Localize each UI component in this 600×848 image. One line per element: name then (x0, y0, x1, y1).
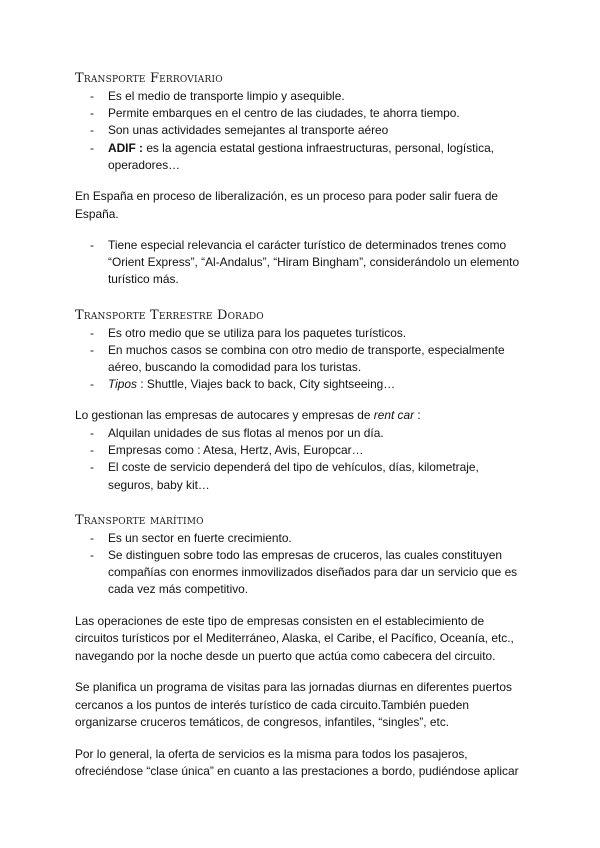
bullet-dash: - (90, 425, 94, 440)
list-maritimo (75, 530, 525, 599)
paragraph-programa: Se planifica un programa de visitas para las jornadas diurnas en diferentes puertos cercanos a los puntos de interés turístico de cada circuito.También pueden organizarse cruceros temáticos, de congresos, infantiles, “singles”, etc. (75, 680, 512, 730)
paragraph-oferta: Por lo general, la oferta de servicios es la misma para todos los pasajeros, ofreciéndose “clase única” en cuanto a las prestaciones a bordo, pudiéndose aplicar (75, 746, 519, 779)
bullet-dash: - (90, 460, 94, 475)
heading-transporte-terrestre: Transporte Terrestre Dorado (75, 307, 264, 323)
bullet-dash: - (90, 238, 94, 253)
list-terrestre (75, 325, 525, 394)
adif-label: ADIF : (108, 140, 144, 155)
bullet-dash: - (90, 123, 94, 138)
heading-transporte-maritimo: Transporte marítimo (75, 512, 204, 528)
bullet-dash: - (90, 530, 94, 545)
list-item: - Se distinguen sobre todo las empresas de cruceros, las cuales constituyen compañías con enormes inmovilizados diseñados para dar un servicio que es cada vez más competitivo. (90, 547, 518, 597)
list-item-tipos: - Tipos : Shuttle, Viajes back to back, City sightseeing… (75, 376, 525, 393)
list-item: - En muchos casos se combina con otro medio de transporte, especialmente aéreo, buscando la comodidad para los turistas. (90, 342, 505, 375)
list-gestion (75, 425, 525, 494)
paragraph-operaciones: Las operaciones de este tipo de empresas consisten en el establecimiento de circuitos turísticos por el Mediterráneo, Alaska, el Caribe, el Pacífico, Oceanía, etc., navegando por la noche desde un puerto que actúa como cabecera del circuito. (75, 613, 514, 663)
tipos-label: Tipos (108, 377, 137, 392)
list-item: - Tiene especial relevancia el carácter turístico de determinados trenes como “Orient Express”, “Al-Andalus”, “Hiram Bingham”, considerándolo un elemento turístico más. (90, 238, 520, 287)
bullet-dash: - (90, 443, 94, 458)
paragraph-gestion: Lo gestionan las empresas de autocares y empresas de rent car : (75, 408, 421, 423)
document-body (75, 70, 525, 781)
list-item-adif: - ADIF : es la agencia estatal gestiona infraestructuras, personal, logística, operadores… (90, 140, 494, 172)
bullet-dash: - (90, 106, 94, 121)
list-item: - Son unas actividades semejantes al transporte aéreo (75, 122, 525, 139)
list-item: - El coste de servicio dependerá del tipo de vehículos, días, kilometraje, seguros, baby kit… (90, 460, 479, 492)
bullet-dash: - (90, 342, 94, 357)
bullet-dash: - (90, 377, 94, 392)
paragraph-liberalizacion: En España en proceso de liberalización, es un proceso para poder salir fuera de España. (75, 189, 499, 221)
list-item: - Alquilan unidades de sus flotas al menos por un día. (75, 425, 525, 442)
bullet-dash: - (90, 89, 94, 103)
heading-transporte-ferroviario: Transporte Ferroviario (75, 71, 223, 86)
list-item: - Empresas como : Atesa, Hertz, Avis, Europcar… (75, 442, 525, 459)
bullet-dash: - (90, 325, 94, 340)
bullet-dash: - (90, 547, 94, 562)
bullet-dash: - (90, 140, 94, 155)
list-item: - Permite embarques en el centro de las ciudades, te ahorra tiempo. (75, 105, 525, 122)
list-item: - Es otro medio que se utiliza para los paquetes turísticos. (75, 325, 525, 342)
list-relevancia (75, 237, 525, 289)
list-ferroviario (75, 88, 525, 174)
list-item: - Es el medio de transporte limpio y asequible. (75, 88, 525, 105)
list-item: - Es un sector en fuerte crecimiento. (75, 530, 525, 547)
